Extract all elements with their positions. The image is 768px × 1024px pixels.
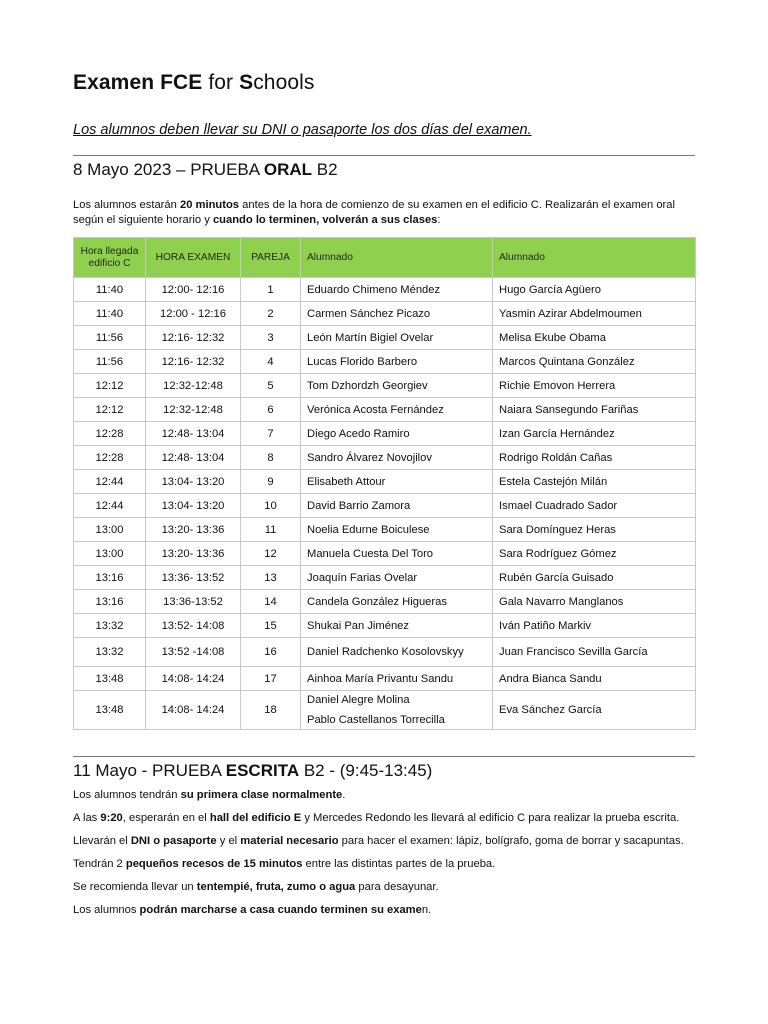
text-run: Llevarán el <box>73 835 131 847</box>
instruction-paragraph <box>73 903 695 918</box>
divider <box>73 756 695 757</box>
arrival-time-cell: 12:44 <box>74 470 146 494</box>
instruction-paragraph <box>73 857 695 872</box>
id-notice: Los alumnos deben llevar su DNI o pasaporte los dos días del examen. <box>73 122 532 138</box>
exam-time-cell: 12:16- 12:32 <box>146 350 241 374</box>
exam-time-cell: 13:04- 13:20 <box>146 494 241 518</box>
exam-time-cell: 13:36- 13:52 <box>146 566 241 590</box>
text-run: Tendrán 2 <box>73 858 126 870</box>
arrival-time-cell: 11:40 <box>74 302 146 326</box>
title-part: chools <box>253 71 315 94</box>
table-row <box>74 326 696 350</box>
text-run: pequeños recesos de 15 minutos <box>125 858 303 870</box>
text-run: para desayunar. <box>355 881 439 893</box>
pair-number-cell: 10 <box>241 494 301 518</box>
student-1-cell: David Barrio Zamora <box>301 494 493 518</box>
table-row <box>74 638 696 667</box>
table-row <box>74 614 696 638</box>
table-row <box>74 278 696 302</box>
pair-number-cell: 7 <box>241 422 301 446</box>
text-run: A las <box>73 812 101 824</box>
text-run: tentempié, fruta, zumo o agua <box>196 881 356 893</box>
text-run: 9:20 <box>100 812 123 824</box>
student-1-cell: Noelia Edurne Boiculese <box>301 518 493 542</box>
oral-schedule-table <box>73 237 696 730</box>
student-name: Pablo Castellanos Torrecilla <box>307 714 445 726</box>
student-2-cell: Marcos Quintana González <box>493 350 696 374</box>
page-title <box>73 71 315 95</box>
header-pair: PAREJA <box>241 238 301 278</box>
oral-intro <box>73 198 695 228</box>
arrival-time-cell: 13:32 <box>74 614 146 638</box>
student-2-cell: Ismael Cuadrado Sador <box>493 494 696 518</box>
student-1-cell: Manuela Cuesta Del Toro <box>301 542 493 566</box>
exam-time-cell: 12:00- 12:16 <box>146 278 241 302</box>
text-run: Se recomienda llevar un <box>73 881 197 893</box>
student-2-cell: Iván Patiño Markiv <box>493 614 696 638</box>
text-run: Los alumnos estarán <box>73 199 180 211</box>
exam-time-cell: 13:52 -14:08 <box>146 638 241 667</box>
arrival-time-cell: 13:00 <box>74 518 146 542</box>
exam-time-cell: 13:04- 13:20 <box>146 470 241 494</box>
text-run: entre las distintas partes de la prueba. <box>302 858 496 870</box>
divider <box>73 155 695 156</box>
pair-number-cell: 4 <box>241 350 301 374</box>
student-2-cell: Estela Castejón Milán <box>493 470 696 494</box>
text-run: su primera clase normalmente <box>180 789 343 801</box>
exam-time-cell: 12:32-12:48 <box>146 374 241 398</box>
arrival-time-cell: 11:56 <box>74 350 146 374</box>
exam-time-cell: 14:08- 14:24 <box>146 691 241 730</box>
exam-time-cell: 13:20- 13:36 <box>146 542 241 566</box>
arrival-time-cell: 12:12 <box>74 374 146 398</box>
pair-number-cell: 11 <box>241 518 301 542</box>
text-run: 20 minutos <box>179 199 240 211</box>
arrival-time-cell: 13:48 <box>74 667 146 691</box>
pair-number-cell: 18 <box>241 691 301 730</box>
text-run: podrán marcharse a casa cuando terminen su exame <box>139 904 422 916</box>
text-run: antes de la hora de comienzo de su examen en el edificio C. Realizarán el examen oral según el siguiente horario y <box>73 199 675 226</box>
student-1-cell: Sandro Álvarez Novojilov <box>301 446 493 470</box>
student-1-cell: Daniel Radchenko Kosolovskyy <box>301 638 493 667</box>
pair-number-cell: 12 <box>241 542 301 566</box>
student-name: Daniel Alegre Molina <box>307 694 410 706</box>
pair-number-cell: 16 <box>241 638 301 667</box>
student-2-cell: Richie Emovon Herrera <box>493 374 696 398</box>
arrival-time-cell: 11:56 <box>74 326 146 350</box>
student-2-cell: Izan García Hernández <box>493 422 696 446</box>
text-run: cuando lo terminen, volverán a sus clases <box>212 214 438 226</box>
title-part: Examen FCE <box>73 71 203 94</box>
student-2-cell: Juan Francisco Sevilla García <box>493 638 696 667</box>
header-student-2: Alumnado <box>493 238 696 278</box>
header-exam-time: HORA EXAMEN <box>146 238 241 278</box>
student-2-cell: Andra Bianca Sandu <box>493 667 696 691</box>
exam-time-cell: 12:00 - 12:16 <box>146 302 241 326</box>
student-2-cell: Hugo García Agüero <box>493 278 696 302</box>
student-1-cell: Elisabeth Attour <box>301 470 493 494</box>
table-row <box>74 398 696 422</box>
pair-number-cell: 9 <box>241 470 301 494</box>
student-2-cell: Sara Domínguez Heras <box>493 518 696 542</box>
pair-number-cell: 13 <box>241 566 301 590</box>
arrival-time-cell: 11:40 <box>74 278 146 302</box>
heading-part: ESCRITA <box>225 761 300 780</box>
arrival-time-cell: 12:28 <box>74 422 146 446</box>
exam-time-cell: 13:36-13:52 <box>146 590 241 614</box>
instruction-paragraph <box>73 788 695 803</box>
text-run: Los alumnos tendrán <box>73 789 181 801</box>
student-2-cell: Eva Sánchez García <box>493 691 696 730</box>
arrival-time-cell: 12:28 <box>74 446 146 470</box>
pair-number-cell: 14 <box>241 590 301 614</box>
student-1-cell: Lucas Florido Barbero <box>301 350 493 374</box>
arrival-time-cell: 13:16 <box>74 566 146 590</box>
text-run: Los alumnos <box>73 904 140 916</box>
text-run: . <box>342 789 346 801</box>
table-row <box>74 667 696 691</box>
text-run: para hacer el examen: lápiz, bolígrafo, goma de borrar y sacapuntas. <box>338 835 684 847</box>
table-header-row <box>74 238 696 278</box>
student-2-cell: Gala Navarro Manglanos <box>493 590 696 614</box>
student-1-cell: Tom Dzhordzh Georgiev <box>301 374 493 398</box>
arrival-time-cell: 13:32 <box>74 638 146 667</box>
header-arrival: Hora llegada edificio C <box>74 238 146 278</box>
text-run: hall del edificio E <box>209 812 302 824</box>
student-1-cell: Ainhoa María Privantu Sandu <box>301 667 493 691</box>
pair-number-cell: 5 <box>241 374 301 398</box>
heading-part: 8 Mayo 2023 – PRUEBA <box>73 160 264 179</box>
heading-part: ORAL <box>263 160 313 179</box>
pair-number-cell: 1 <box>241 278 301 302</box>
student-2-cell: Naiara Sansegundo Fariñas <box>493 398 696 422</box>
pair-number-cell: 15 <box>241 614 301 638</box>
exam-time-cell: 13:52- 14:08 <box>146 614 241 638</box>
heading-part: 11 Mayo - PRUEBA <box>73 761 226 780</box>
exam-time-cell: 12:16- 12:32 <box>146 326 241 350</box>
written-instructions <box>73 788 695 926</box>
table-row <box>74 542 696 566</box>
table-row <box>74 374 696 398</box>
text-run: y el <box>216 835 241 847</box>
student-2-cell: Yasmin Azirar Abdelmoumen <box>493 302 696 326</box>
heading-part: B2 <box>312 160 338 179</box>
exam-time-cell: 12:32-12:48 <box>146 398 241 422</box>
table-row <box>74 590 696 614</box>
pair-number-cell: 6 <box>241 398 301 422</box>
student-1-cell: Joaquín Farias Ovelar <box>301 566 493 590</box>
text-run: : <box>437 214 441 226</box>
table-row <box>74 350 696 374</box>
arrival-time-cell: 13:00 <box>74 542 146 566</box>
text-run: DNI o pasaporte <box>130 835 217 847</box>
student-1-cell: Diego Acedo Ramiro <box>301 422 493 446</box>
arrival-time-cell: 12:12 <box>74 398 146 422</box>
arrival-time-cell: 13:48 <box>74 691 146 730</box>
pair-number-cell: 3 <box>241 326 301 350</box>
student-1-cell: Candela González Higueras <box>301 590 493 614</box>
student-1-cell: Eduardo Chimeno Méndez <box>301 278 493 302</box>
table-row <box>74 446 696 470</box>
student-1-cell <box>301 691 493 730</box>
text-run: , esperarán en el <box>122 812 210 824</box>
student-2-cell: Melisa Ekube Obama <box>493 326 696 350</box>
title-part: S <box>239 71 254 94</box>
student-2-cell: Rodrigo Roldán Cañas <box>493 446 696 470</box>
arrival-time-cell: 13:16 <box>74 590 146 614</box>
student-2-cell: Rubén García Guisado <box>493 566 696 590</box>
text-run: material necesario <box>240 835 339 847</box>
student-1-cell: Shukai Pan Jiménez <box>301 614 493 638</box>
table-row <box>74 518 696 542</box>
pair-number-cell: 2 <box>241 302 301 326</box>
table-row <box>74 422 696 446</box>
section-heading-written <box>73 761 432 781</box>
pair-number-cell: 8 <box>241 446 301 470</box>
instruction-paragraph <box>73 880 695 895</box>
text-run: n. <box>421 904 432 916</box>
table-row <box>74 470 696 494</box>
table-row <box>74 691 696 730</box>
exam-time-cell: 13:20- 13:36 <box>146 518 241 542</box>
pair-number-cell: 17 <box>241 667 301 691</box>
exam-time-cell: 12:48- 13:04 <box>146 422 241 446</box>
student-2-cell: Sara Rodríguez Gómez <box>493 542 696 566</box>
text-run: y Mercedes Redondo les llevará al edificio C para realizar la prueba escrita. <box>301 812 680 824</box>
table-row <box>74 494 696 518</box>
section-heading-oral <box>73 160 338 180</box>
heading-part: B2 - (9:45-13:45) <box>299 761 433 780</box>
student-1-cell: León Martín Bigiel Ovelar <box>301 326 493 350</box>
instruction-paragraph <box>73 834 695 849</box>
arrival-time-cell: 12:44 <box>74 494 146 518</box>
exam-time-cell: 12:48- 13:04 <box>146 446 241 470</box>
table-row <box>74 302 696 326</box>
exam-time-cell: 14:08- 14:24 <box>146 667 241 691</box>
student-1-cell: Verónica Acosta Fernández <box>301 398 493 422</box>
table-row <box>74 566 696 590</box>
title-part: for <box>202 71 240 94</box>
instruction-paragraph <box>73 811 695 826</box>
student-1-cell: Carmen Sánchez Picazo <box>301 302 493 326</box>
header-student-1: Alumnado <box>301 238 493 278</box>
